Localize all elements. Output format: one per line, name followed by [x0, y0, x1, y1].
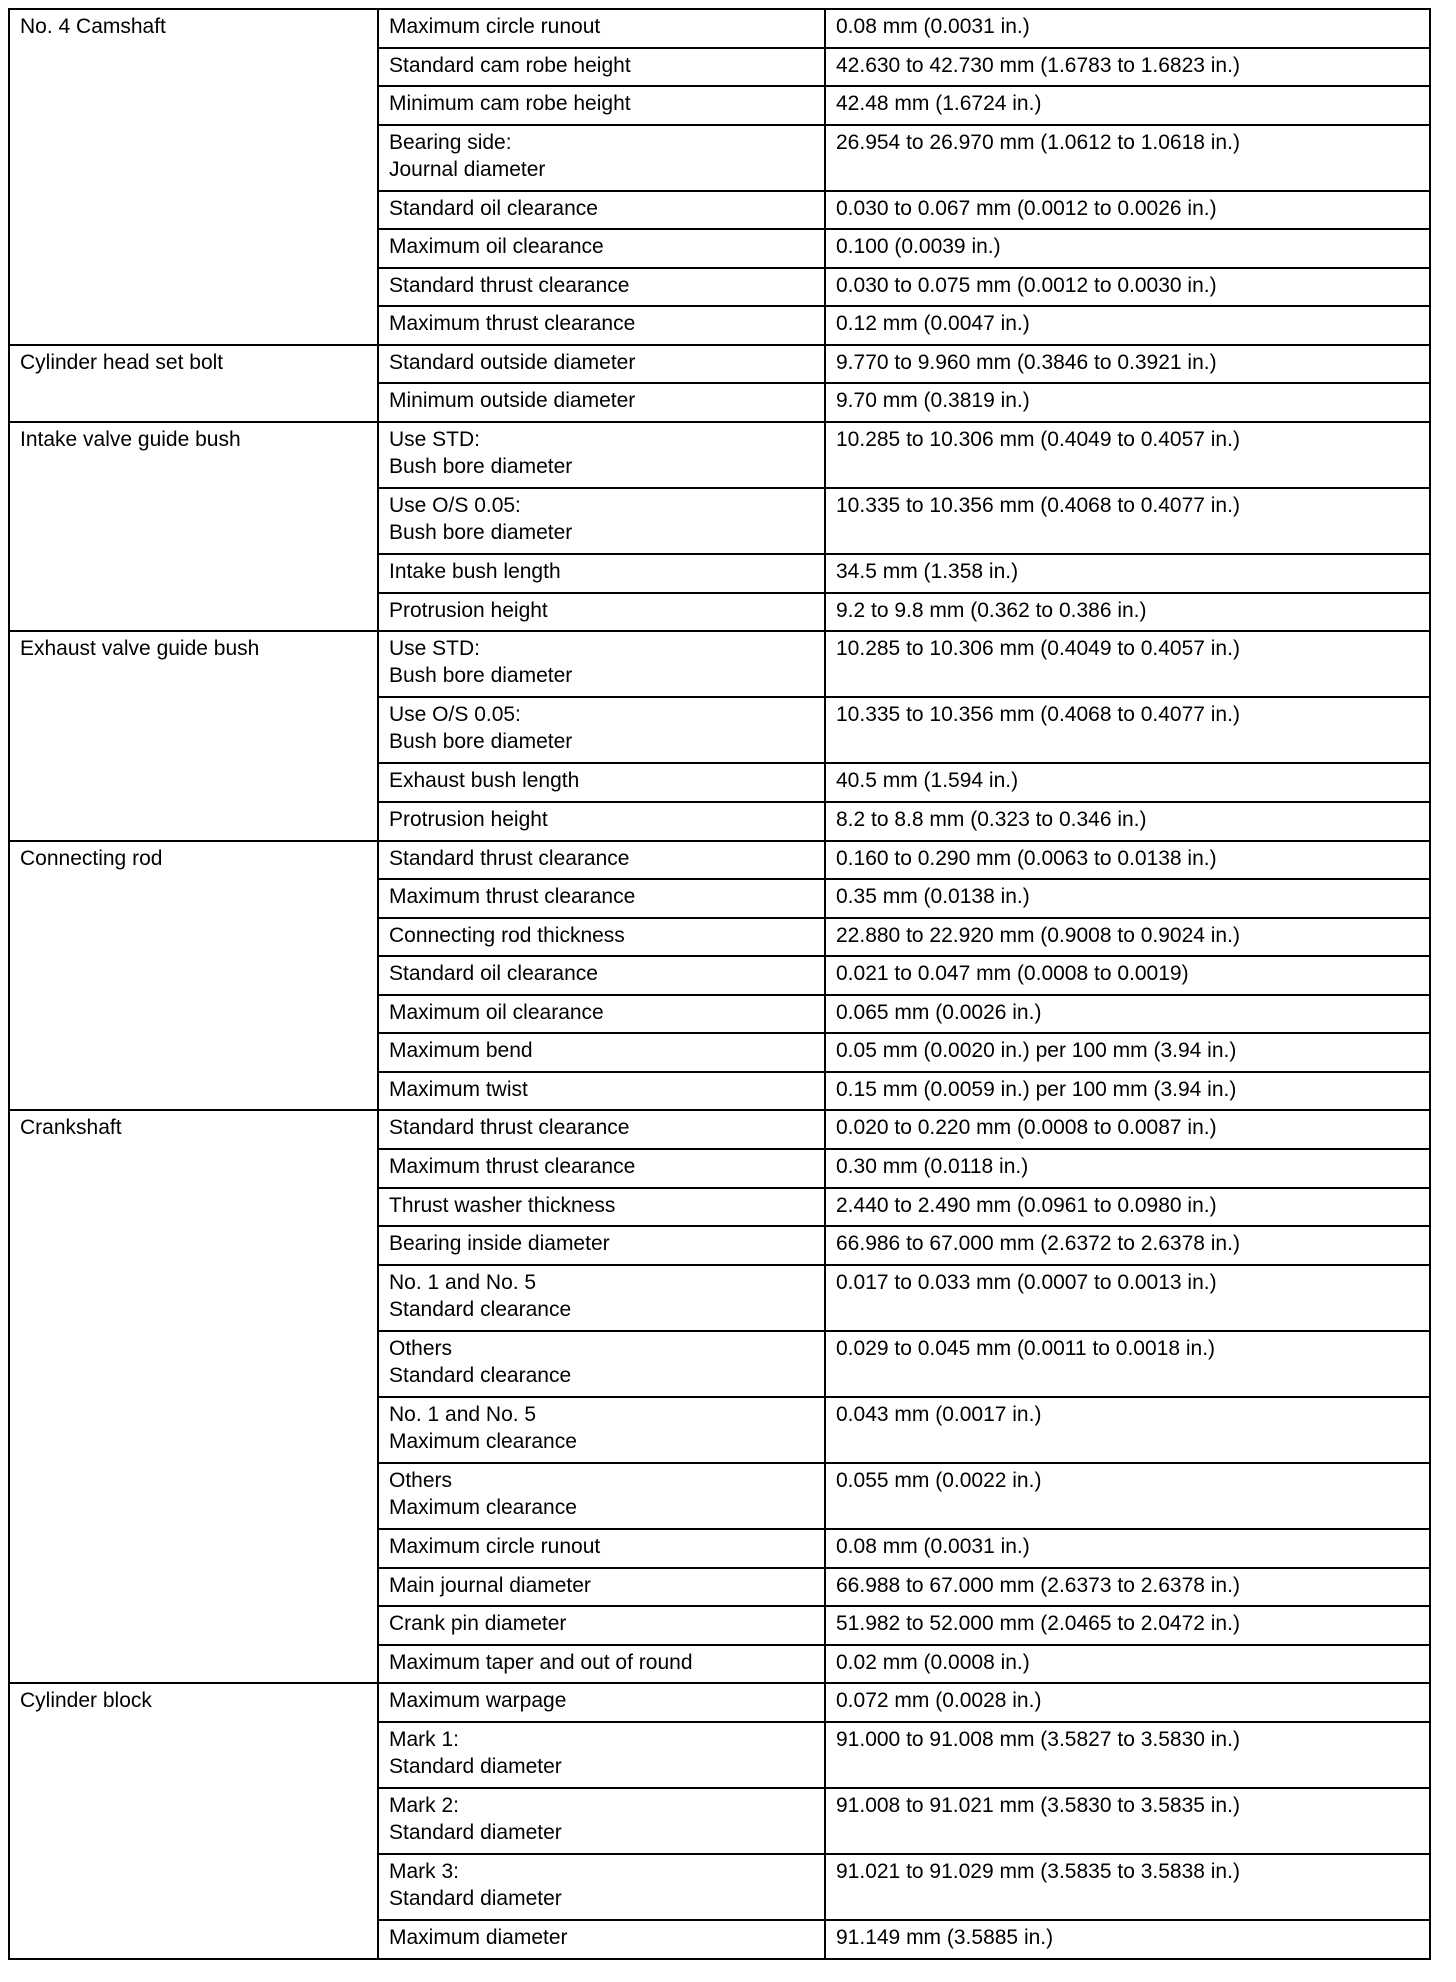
- item-cell: [378, 383, 825, 422]
- spec-table-body: [9, 9, 1430, 1959]
- component-cell: Cylinder head set bolt: [9, 345, 378, 422]
- item-label: Standard diameter: [389, 1820, 562, 1844]
- item-label: Maximum oil clearance: [389, 235, 604, 259]
- item-label: Standard cam robe height: [389, 53, 631, 77]
- item-label: No. 1 and No. 5: [389, 1270, 537, 1294]
- item-label: Bush bore diameter: [389, 664, 573, 688]
- value-cell: 0.030 to 0.067 mm (0.0012 to 0.0026 in.): [825, 191, 1430, 230]
- item-cell: [378, 697, 825, 763]
- item-label: Use O/S 0.05:: [389, 494, 521, 518]
- value-cell: 0.020 to 0.220 mm (0.0008 to 0.0087 in.): [825, 1110, 1430, 1149]
- item-label: Use STD:: [389, 637, 481, 661]
- item-cell: [378, 1265, 825, 1331]
- item-cell: [378, 1226, 825, 1265]
- item-cell: [378, 306, 825, 345]
- value-cell: 0.065 mm (0.0026 in.): [825, 995, 1430, 1034]
- value-cell: 10.285 to 10.306 mm (0.4049 to 0.4057 in.): [825, 422, 1430, 488]
- item-cell: [378, 956, 825, 995]
- item-cell: [378, 554, 825, 593]
- item-cell: [378, 1463, 825, 1529]
- item-label: Use O/S 0.05:: [389, 703, 521, 727]
- value-cell: 91.000 to 91.008 mm (3.5827 to 3.5830 in.): [825, 1722, 1430, 1788]
- item-label: Maximum circle runout: [389, 1534, 601, 1558]
- item-label: Use STD:: [389, 428, 481, 452]
- item-label: Maximum clearance: [389, 1429, 577, 1453]
- item-label: Standard diameter: [389, 1886, 562, 1910]
- item-label: Minimum outside diameter: [389, 389, 636, 413]
- value-cell: 0.021 to 0.047 mm (0.0008 to 0.0019): [825, 956, 1430, 995]
- item-cell: [378, 995, 825, 1034]
- table-row: [9, 631, 1430, 697]
- item-label: Others: [389, 1336, 453, 1360]
- item-cell: [378, 1397, 825, 1463]
- item-label: Bush bore diameter: [389, 455, 573, 479]
- value-cell: 0.15 mm (0.0059 in.) per 100 mm (3.94 in.): [825, 1072, 1430, 1111]
- item-label: Thrust washer thickness: [389, 1193, 616, 1217]
- value-cell: 0.08 mm (0.0031 in.): [825, 9, 1430, 48]
- item-label: Standard thrust clearance: [389, 1116, 630, 1140]
- item-cell: [378, 1788, 825, 1854]
- item-label: Intake bush length: [389, 560, 561, 584]
- item-label: No. 1 and No. 5: [389, 1402, 537, 1426]
- component-cell: Connecting rod: [9, 841, 378, 1111]
- item-label: Maximum thrust clearance: [389, 312, 636, 336]
- item-label: Minimum cam robe height: [389, 92, 631, 116]
- item-cell: [378, 763, 825, 802]
- item-cell: [378, 1722, 825, 1788]
- item-label: Journal diameter: [389, 157, 546, 181]
- item-cell: [378, 918, 825, 957]
- value-cell: 0.02 mm (0.0008 in.): [825, 1645, 1430, 1684]
- value-cell: 42.630 to 42.730 mm (1.6783 to 1.6823 in.): [825, 48, 1430, 87]
- value-cell: 0.072 mm (0.0028 in.): [825, 1683, 1430, 1722]
- value-cell: 0.05 mm (0.0020 in.) per 100 mm (3.94 in.): [825, 1033, 1430, 1072]
- table-row: [9, 841, 1430, 880]
- item-label: Bush bore diameter: [389, 730, 573, 754]
- item-cell: [378, 1188, 825, 1227]
- value-cell: 0.100 (0.0039 in.): [825, 229, 1430, 268]
- value-cell: 10.335 to 10.356 mm (0.4068 to 0.4077 in.): [825, 488, 1430, 554]
- value-cell: 0.160 to 0.290 mm (0.0063 to 0.0138 in.): [825, 841, 1430, 880]
- item-label: Maximum circle runout: [389, 15, 601, 38]
- item-cell: [378, 1033, 825, 1072]
- value-cell: 34.5 mm (1.358 in.): [825, 554, 1430, 593]
- item-label: Connecting rod thickness: [389, 923, 625, 947]
- component-cell: Exhaust valve guide bush: [9, 631, 378, 840]
- item-label: Standard thrust clearance: [389, 273, 630, 297]
- value-cell: 0.35 mm (0.0138 in.): [825, 879, 1430, 918]
- item-label: Maximum bend: [389, 1039, 533, 1063]
- value-cell: 42.48 mm (1.6724 in.): [825, 86, 1430, 125]
- item-label: Standard outside diameter: [389, 350, 636, 374]
- item-label: Bearing inside diameter: [389, 1232, 610, 1256]
- item-cell: [378, 488, 825, 554]
- item-label: Protrusion height: [389, 808, 548, 832]
- item-cell: [378, 1920, 825, 1959]
- table-row: [9, 9, 1430, 48]
- item-cell: [378, 9, 825, 48]
- value-cell: 10.335 to 10.356 mm (0.4068 to 0.4077 in.): [825, 697, 1430, 763]
- item-cell: [378, 48, 825, 87]
- item-cell: [378, 191, 825, 230]
- value-cell: 66.988 to 67.000 mm (2.6373 to 2.6378 in.): [825, 1568, 1430, 1607]
- item-label: Mark 3:: [389, 1859, 460, 1883]
- item-label: Standard clearance: [389, 1363, 572, 1387]
- item-label: Standard oil clearance: [389, 196, 598, 220]
- item-cell: [378, 841, 825, 880]
- item-cell: [378, 268, 825, 307]
- value-cell: 91.021 to 91.029 mm (3.5835 to 3.5838 in.): [825, 1854, 1430, 1920]
- item-label: Maximum thrust clearance: [389, 885, 636, 909]
- item-label: Bearing side:: [389, 130, 512, 154]
- item-label: Mark 2:: [389, 1793, 460, 1817]
- table-row: [9, 1110, 1430, 1149]
- item-label: Maximum thrust clearance: [389, 1154, 636, 1178]
- item-label: Protrusion height: [389, 598, 548, 622]
- item-label: Others: [389, 1468, 453, 1492]
- value-cell: 0.029 to 0.045 mm (0.0011 to 0.0018 in.): [825, 1331, 1430, 1397]
- value-cell: 40.5 mm (1.594 in.): [825, 763, 1430, 802]
- item-label: Maximum twist: [389, 1077, 528, 1101]
- item-cell: [378, 802, 825, 841]
- item-label: Standard diameter: [389, 1754, 562, 1778]
- item-label: Maximum oil clearance: [389, 1000, 604, 1024]
- item-cell: [378, 1149, 825, 1188]
- item-label: Maximum diameter: [389, 1925, 568, 1949]
- item-label: Crank pin diameter: [389, 1612, 567, 1636]
- value-cell: 0.030 to 0.075 mm (0.0012 to 0.0030 in.): [825, 268, 1430, 307]
- component-cell: Crankshaft: [9, 1110, 378, 1683]
- table-row: [9, 345, 1430, 384]
- item-cell: [378, 345, 825, 384]
- value-cell: 91.149 mm (3.5885 in.): [825, 1920, 1430, 1959]
- value-cell: 26.954 to 26.970 mm (1.0612 to 1.0618 in.): [825, 125, 1430, 191]
- value-cell: 2.440 to 2.490 mm (0.0961 to 0.0980 in.): [825, 1188, 1430, 1227]
- item-label: Standard thrust clearance: [389, 846, 630, 870]
- table-row: [9, 1683, 1430, 1722]
- item-label: Maximum taper and out of round: [389, 1650, 693, 1674]
- component-cell: Cylinder block: [9, 1683, 378, 1958]
- item-cell: [378, 86, 825, 125]
- value-cell: 8.2 to 8.8 mm (0.323 to 0.346 in.): [825, 802, 1430, 841]
- item-cell: [378, 1606, 825, 1645]
- value-cell: 91.008 to 91.021 mm (3.5830 to 3.5835 in.): [825, 1788, 1430, 1854]
- item-cell: [378, 1645, 825, 1684]
- value-cell: 22.880 to 22.920 mm (0.9008 to 0.9024 in.): [825, 918, 1430, 957]
- value-cell: 66.986 to 67.000 mm (2.6372 to 2.6378 in.): [825, 1226, 1430, 1265]
- item-label: Maximum warpage: [389, 1689, 567, 1713]
- value-cell: 9.2 to 9.8 mm (0.362 to 0.386 in.): [825, 593, 1430, 632]
- spec-table: [8, 8, 1431, 1960]
- item-label: Maximum clearance: [389, 1495, 577, 1519]
- value-cell: 0.043 mm (0.0017 in.): [825, 1397, 1430, 1463]
- component-cell: Intake valve guide bush: [9, 422, 378, 631]
- value-cell: 9.70 mm (0.3819 in.): [825, 383, 1430, 422]
- value-cell: 0.30 mm (0.0118 in.): [825, 1149, 1430, 1188]
- component-cell: No. 4 Camshaft: [9, 9, 378, 345]
- table-row: [9, 422, 1430, 488]
- value-cell: 51.982 to 52.000 mm (2.0465 to 2.0472 in.): [825, 1606, 1430, 1645]
- item-label: Exhaust bush length: [389, 769, 580, 793]
- item-cell: [378, 1683, 825, 1722]
- value-cell: 0.08 mm (0.0031 in.): [825, 1529, 1430, 1568]
- item-cell: [378, 125, 825, 191]
- item-label: Bush bore diameter: [389, 521, 573, 545]
- item-label: Standard oil clearance: [389, 962, 598, 986]
- value-cell: 9.770 to 9.960 mm (0.3846 to 0.3921 in.): [825, 345, 1430, 384]
- value-cell: 0.017 to 0.033 mm (0.0007 to 0.0013 in.): [825, 1265, 1430, 1331]
- item-label: Standard clearance: [389, 1297, 572, 1321]
- value-cell: 0.12 mm (0.0047 in.): [825, 306, 1430, 345]
- item-cell: [378, 879, 825, 918]
- item-cell: [378, 631, 825, 697]
- item-cell: [378, 1854, 825, 1920]
- item-cell: [378, 422, 825, 488]
- item-cell: [378, 593, 825, 632]
- item-cell: [378, 1568, 825, 1607]
- item-cell: [378, 1072, 825, 1111]
- item-cell: [378, 229, 825, 268]
- value-cell: 10.285 to 10.306 mm (0.4049 to 0.4057 in.): [825, 631, 1430, 697]
- item-cell: [378, 1331, 825, 1397]
- item-label: Main journal diameter: [389, 1573, 591, 1597]
- value-cell: 0.055 mm (0.0022 in.): [825, 1463, 1430, 1529]
- item-label: Mark 1:: [389, 1727, 460, 1751]
- item-cell: [378, 1110, 825, 1149]
- item-cell: [378, 1529, 825, 1568]
